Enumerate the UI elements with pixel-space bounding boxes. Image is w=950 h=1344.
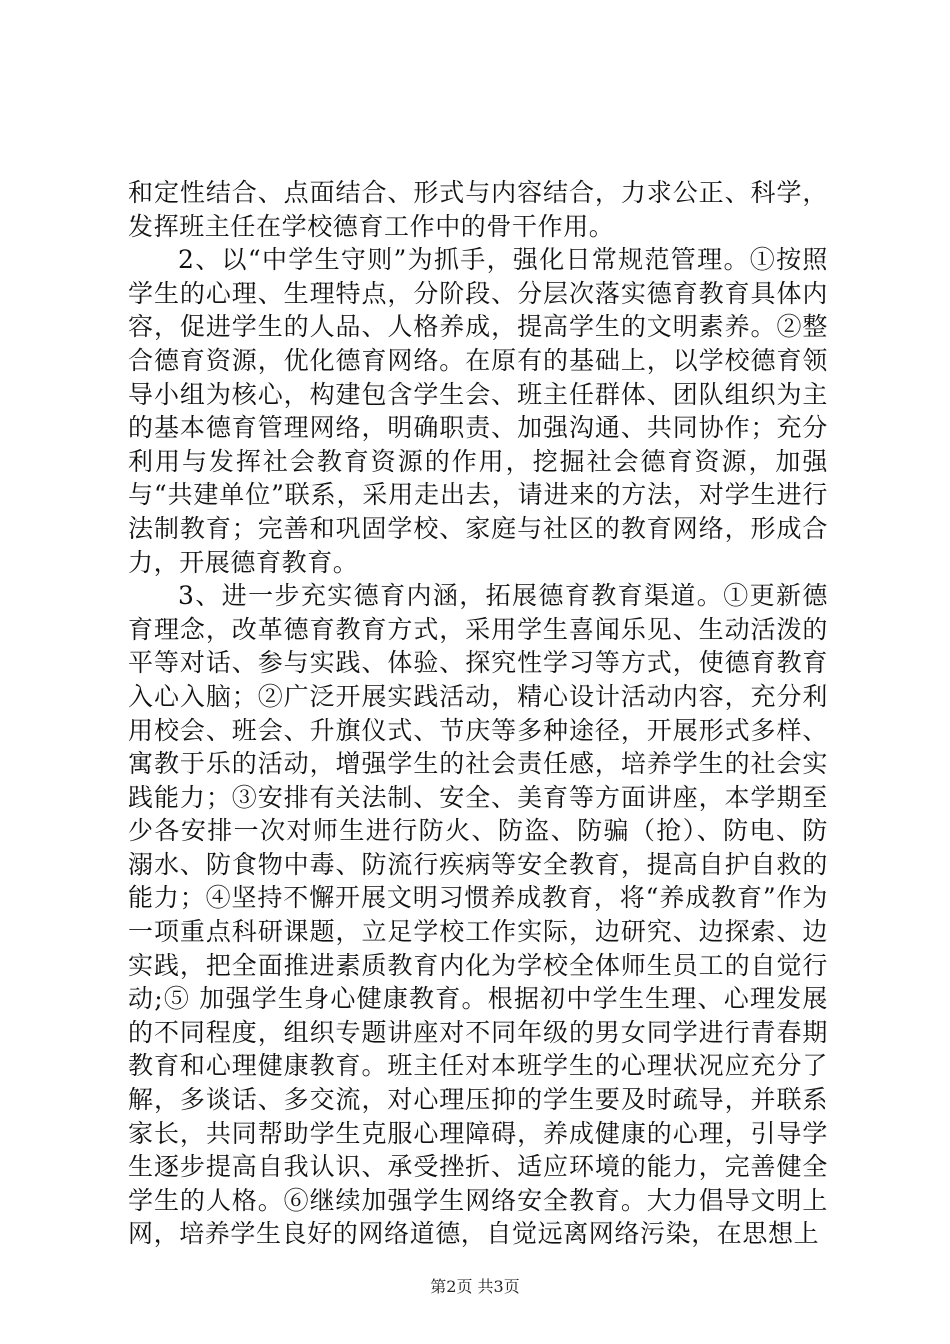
- page-footer: 第2页 共3页: [430, 1277, 520, 1296]
- paragraph-3: 3、进一步充实德育内涵，拓展德育教育渠道。①更新德育理念，改革德育教育方式，采用学生喜闻乐见、生动活泼的平等对话、参与实践、体验、探究性学习等方式，使德育教育入心入脑；②广泛开展实践活动，精心设计活动内容，充分利用校会、班会、升旗仪式、节庆等多种途径，开展形式多样、寓教于乐的活动，增强学生的社会责任感，培养学生的社会实践能力；③安排有关法制、安全、美育等方面讲座，本学期至少各安排一次对师生进行防火、防盗、防骗（抢）、防电、防溺水、防食物中毒、防流行疾病等安全教育，提高自护自救的能力；④坚持不懈开展文明习惯养成教育，将“养成教育”作为一项重点科研课题，立足学校工作实际，边研究、边探索、边实践，把全面推进素质教育内化为学校全体师生员工的自觉行动;⑤ 加强学生身心健康教育。根据初中学生生理、心理发展的不同程度，组织专题讲座对不同年级的男女同学进行青春期教育和心理健康教育。班主任对本班学生的心理状况应充分了解，多谈话、多交流，对心理压抑的学生要及时疏导，并联系家长，共同帮助学生克服心理障碍，养成健康的心理，引导学生逐步提高自我认识、承受挫折、适应环境的能力，完善健全学生的人格。⑥继续加强学生网络安全教育。大力倡导文明上网，培养学生良好的网络道德，自觉远离网络污染，在思想上: [128, 581, 828, 1249]
- paragraph-1: 和定性结合、点面结合、形式与内容结合，力求公正、科学，发挥班主任在学校德育工作中的骨干作用。: [128, 178, 828, 241]
- document-body: [128, 176, 828, 1251]
- paragraph-2: 2、以“中学生守则”为抓手，强化日常规范管理。①按照学生的心理、生理特点，分阶段、分层次落实德育教育具体内容，促进学生的人品、人格养成，提高学生的文明素养。②整合德育资源，优化德育网络。在原有的基础上，以学校德育领导小组为核心，构建包含学生会、班主任群体、团队组织为主的基本德育管理网络，明确职责、加强沟通、共同协作；充分利用与发挥社会教育资源的作用，挖掘社会德育资源，加强与“共建单位”联系，采用走出去，请进来的方法，对学生进行法制教育；完善和巩固学校、家庭与社区的教育网络，形成合力，开展德育教育。: [128, 245, 828, 577]
